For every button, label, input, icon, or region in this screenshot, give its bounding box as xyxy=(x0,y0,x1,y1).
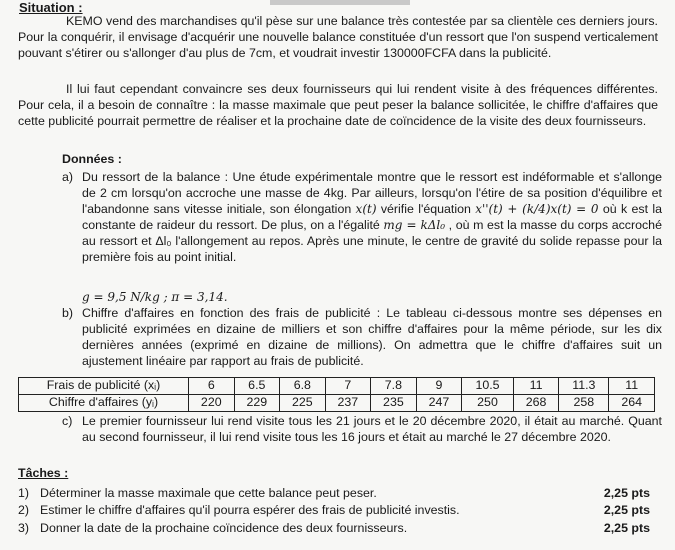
table-cell: 9 xyxy=(416,378,462,395)
table-cell: 11.3 xyxy=(559,378,609,395)
table-row xyxy=(19,378,655,395)
donnee-b-text: Chiffre d'affaires en fonction des frais de publicité : Le tableau ci-dessous montre ses dépenses en publicité exprimées en dizaine de milliers et son chiffre d'affaires pour la même période, sur les dix dernières années (exprimé en dizaine de millions). On admettra que le chiffre d'affaires suit un ajustement linéaire par rapport au frais de publicité. xyxy=(82,306,662,368)
situation-paragraph-1: KEMO vend des marchandises qu'il pèse sur une balance très contestée par sa clientèle ces derniers jours. Pour la conquérir, il envisage d'acquérir une nouvelle balance constituée d'un ressort que l'on suspend verticalement pouvant s'étirer ou s'allonger d'au plus de 7cm, et voudrait investir 130000FCFA dans la publicité. xyxy=(18,14,658,60)
situation-paragraph-2: Il lui faut cependant convaincre ses deux fournisseurs qui lui rendent visite à des fréquences différentes. Pour cela, il a besoin de connaître : la masse maximale que peut peser la balance sollicitée, le chiffre d'affaires que cette publicité pourrait permettre de réaliser et la prochaine date de coïncidence de la visite des deux fournisseurs. xyxy=(18,82,658,128)
table-cell: 264 xyxy=(609,395,655,412)
table-cell: 258 xyxy=(559,395,609,412)
constants: g = 9,5 N/kg ; π = 3,14. xyxy=(82,290,228,304)
table-cell: 250 xyxy=(462,395,514,412)
header-smudge xyxy=(270,0,410,5)
table-row xyxy=(19,395,655,412)
table-cell: 6.8 xyxy=(280,378,326,395)
task-text: Déterminer la masse maximale que cette balance peut peser. xyxy=(40,486,377,500)
table-cell: 220 xyxy=(189,395,235,412)
donnee-b-label: b) xyxy=(62,306,74,320)
task-text: Estimer le chiffre d'affaires qu'il pourra espérer des frais de publicité investis. xyxy=(40,503,460,517)
table-cell: 6.5 xyxy=(234,378,280,395)
table-cell: 11 xyxy=(609,378,655,395)
task-points: 2,25 pts xyxy=(603,486,650,500)
equilibrium-equation: mg = kΔl₀ xyxy=(383,217,446,232)
row-label-y: Chiffre d'affaires (yᵢ) xyxy=(19,395,189,412)
table-cell: 237 xyxy=(325,395,371,412)
task-points: 2,25 pts xyxy=(603,503,650,517)
situation-title: Situation : xyxy=(19,0,83,15)
donnee-c-text: Le premier fournisseur lui rend visite tous les 21 jours et le 20 décembre 2020, il était au marché. Quant au second fournisseur, il lui rend visite tous les 16 jours et était au marché le 27 décembre 2020. xyxy=(82,414,662,444)
table-cell: 7.8 xyxy=(371,378,417,395)
data-table xyxy=(18,377,655,412)
table-cell: 235 xyxy=(371,395,417,412)
donnee-a-line-2: où k est la constante de raideur du ressort. De plus, on a l'égalité xyxy=(82,201,662,232)
donnee-a-line-1: Du ressort de la balance : Une étude expérimentale montre que le ressort est indéformable et s'allonge de 2 cm lorsqu'on accroche une masse de 4kg. Par ailleurs, lorsqu'on l'étire de sa position d'équilibre et l'abandonne sans vitesse initiale, son élongation xyxy=(82,170,662,216)
differential-equation: x''(t) + (k/4)x(t) = 0 xyxy=(475,201,599,216)
task-number: 2) xyxy=(18,503,30,517)
table-cell: 6 xyxy=(189,378,235,395)
task-number: 3) xyxy=(18,521,30,535)
table-cell: 11 xyxy=(513,378,559,395)
table-cell: 268 xyxy=(513,395,559,412)
donnees-title: Données : xyxy=(62,152,122,166)
table-cell: 229 xyxy=(234,395,280,412)
donnee-a-text xyxy=(82,170,662,265)
donnee-a-label: a) xyxy=(62,170,74,184)
task-number: 1) xyxy=(18,486,30,500)
task-text: Donner la date de la prochaine coïncidence des deux fournisseurs. xyxy=(40,521,408,535)
task-points: 2,25 pts xyxy=(603,521,650,535)
taches-title: Tâches : xyxy=(18,466,69,480)
table-cell: 225 xyxy=(280,395,326,412)
table-cell: 10.5 xyxy=(462,378,514,395)
table-cell: 7 xyxy=(325,378,371,395)
donnee-a-line-1b: vérifie l'équation xyxy=(376,201,471,216)
donnee-a-line-3: , où m est la masse du corps accroché au ressort et Δl₀ l'allongement au repos. Après une minute, le centre de gravité du solide repasse pour la première fois au point initial. xyxy=(82,217,662,264)
table-cell: 247 xyxy=(416,395,462,412)
donnee-c-label: c) xyxy=(62,414,73,428)
elongation-symbol: x(t) xyxy=(355,201,377,216)
row-label-x: Frais de publicité (xᵢ) xyxy=(19,378,189,395)
